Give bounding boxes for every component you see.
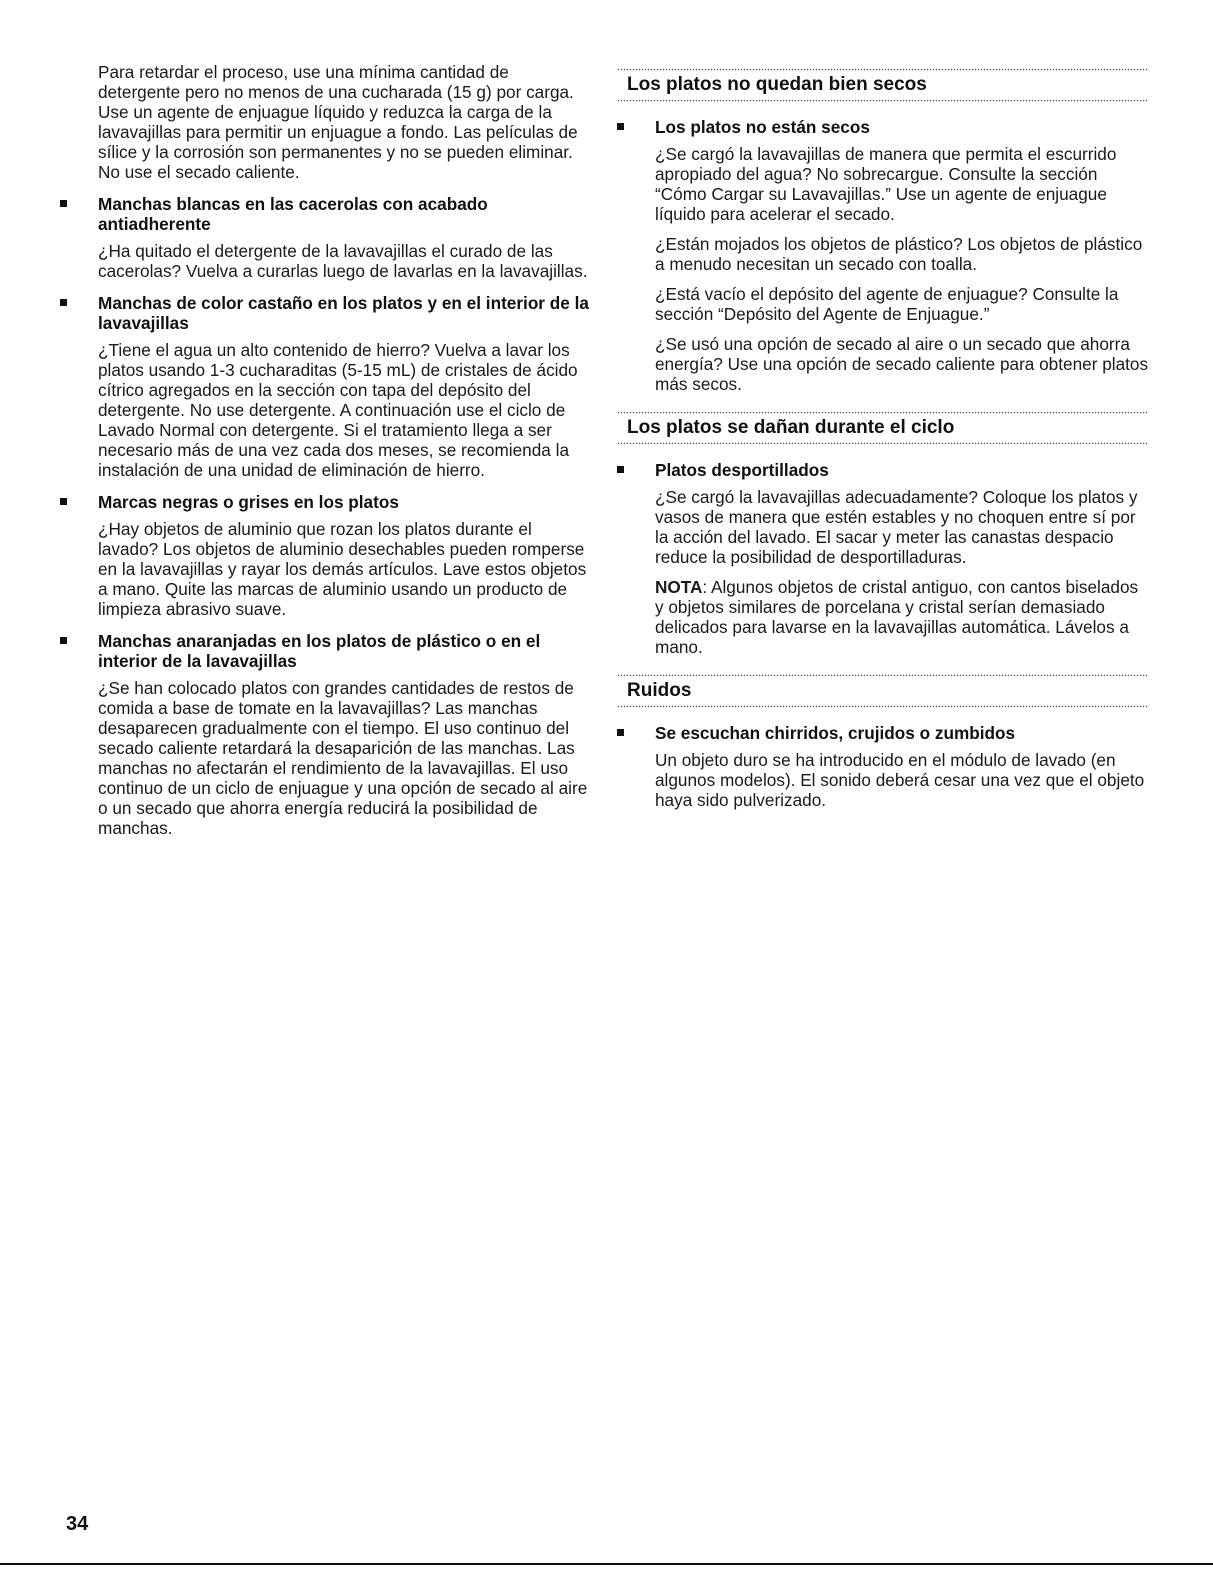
section-title: Los platos no quedan bien secos xyxy=(627,74,927,95)
section-title: Los platos se dañan durante el ciclo xyxy=(627,417,955,438)
item-paragraph: ¿Se cargó la lavavajillas de manera que permita el escurrido apropiado del agua? No sobrecargue. Consulte la sección “Cómo Cargar su Lavavajillas.” Use un agente de enjuague líquido para acelerar el secado. xyxy=(655,144,1117,224)
item-paragraph: ¿Se cargó la lavavajillas adecuadamente? Coloque los platos y vasos de manera que estén estables y no choquen entre sí por la acción del lavado. El sacar y meter las canastas despacio reduce la posibilidad de desportilladuras. xyxy=(655,487,1138,567)
item-title: Se escuchan chirridos, crujidos o zumbidos xyxy=(655,723,1016,743)
note-text: : Algunos objetos de cristal antiguo, con cantos biselados y objetos similares de porcelana y cristal serían demasiado delicados para lavarse en la lavavajillas automática. Lávelos a mano. xyxy=(655,577,1139,657)
item-paragraph: ¿Ha quitado el detergente de la lavavajillas el curado de las cacerolas? Vuelva a curarlas luego de lavarlas en la lavavajillas. xyxy=(98,241,588,281)
bullet-icon xyxy=(617,123,624,130)
bullet-icon xyxy=(617,466,624,473)
bullet-icon xyxy=(60,299,67,306)
section-header xyxy=(617,58,1149,109)
intro-paragraph: Para retardar el proceso, use una mínima cantidad de detergente pero no menos de una cucharada (15 g) por carga. Use un agente de enjuague líquido y reduzca la carga de la lavavajillas para permitir un enjuague a fondo. Las películas de sílice y la corrosión son permanentes y no se pueden eliminar. No use el secado caliente. xyxy=(98,62,578,182)
list-item xyxy=(617,460,1149,657)
left-column xyxy=(60,58,590,838)
list-item xyxy=(60,492,590,619)
item-title: Platos desportillados xyxy=(655,460,829,480)
list-item xyxy=(617,117,1149,394)
item-title: Manchas blancas en las cacerolas con acabado antiadherente xyxy=(98,194,488,234)
bottom-rule xyxy=(0,1563,1213,1565)
item-title: Manchas anaranjadas en los platos de plástico o en el interior de la lavavajillas xyxy=(98,631,541,671)
item-title: Manchas de color castaño en los platos y en el interior de la lavavajillas xyxy=(98,293,589,333)
section-rule-bottom xyxy=(617,99,1149,102)
section-header xyxy=(617,667,1149,715)
list-item xyxy=(60,293,590,480)
bullet-icon xyxy=(617,729,624,736)
item-title: Los platos no están secos xyxy=(655,117,870,137)
note-paragraph xyxy=(655,577,1149,657)
item-paragraph: ¿Se usó una opción de secado al aire o un secado que ahorra energía? Use una opción de secado caliente para obtener platos más secos. xyxy=(655,334,1149,394)
item-paragraph: ¿Está vacío el depósito del agente de enjuague? Consulte la sección “Depósito del Agente de Enjuague.” xyxy=(655,284,1119,324)
section-title: Ruidos xyxy=(627,680,692,701)
item-paragraph: Un objeto duro se ha introducido en el módulo de lavado (en algunos modelos). El sonido deberá cesar una vez que el objeto haya sido pulverizado. xyxy=(655,750,1145,810)
item-paragraph: ¿Tiene el agua un alto contenido de hierro? Vuelva a lavar los platos usando 1-3 cucharaditas (5-15 mL) de cristales de ácido cítrico agregados en la sección con tapa del depósito del detergente. No use detergente. A continuación use el ciclo de Lavado Normal con detergente. Si el tratamiento llega a ser necesario más de una vez cada dos meses, se recomienda la instalación de una unidad de eliminación de hierro. xyxy=(98,340,578,480)
item-paragraph: ¿Hay objetos de aluminio que rozan los platos durante el lavado? Los objetos de aluminio desechables pueden romperse en la lavavajillas y rayar los demás artículos. Lave estos objetos a mano. Quite las marcas de aluminio usando un producto de limpieza abrasivo suave. xyxy=(98,519,587,619)
item-paragraph: ¿Están mojados los objetos de plástico? Los objetos de plástico a menudo necesitan un secado con toalla. xyxy=(655,234,1143,274)
page-number: 34 xyxy=(66,1513,89,1535)
item-title: Marcas negras o grises en los platos xyxy=(98,492,399,512)
note-label: NOTA xyxy=(655,577,703,597)
bullet-icon xyxy=(60,637,67,644)
bullet-icon xyxy=(60,498,67,505)
list-item xyxy=(60,631,590,838)
item-paragraph: ¿Se han colocado platos con grandes cantidades de restos de comida a base de tomate en la lavavajillas? Las manchas desaparecen gradualmente con el tiempo. El uso continuo del secado caliente retardará la desaparición de las manchas. Las manchas no afectarán el rendimiento de la lavavajillas. El uso continuo de un ciclo de enjuague y una opción de secado al aire o un secado que ahorra energía reducirá la posibilidad de manchas. xyxy=(98,678,588,838)
section-rule-bottom xyxy=(617,705,1149,708)
bullet-icon xyxy=(60,200,67,207)
list-item xyxy=(617,723,1149,810)
list-item xyxy=(60,194,590,281)
section-rule-bottom xyxy=(617,442,1149,445)
section-header xyxy=(617,404,1149,452)
right-column xyxy=(617,58,1149,810)
